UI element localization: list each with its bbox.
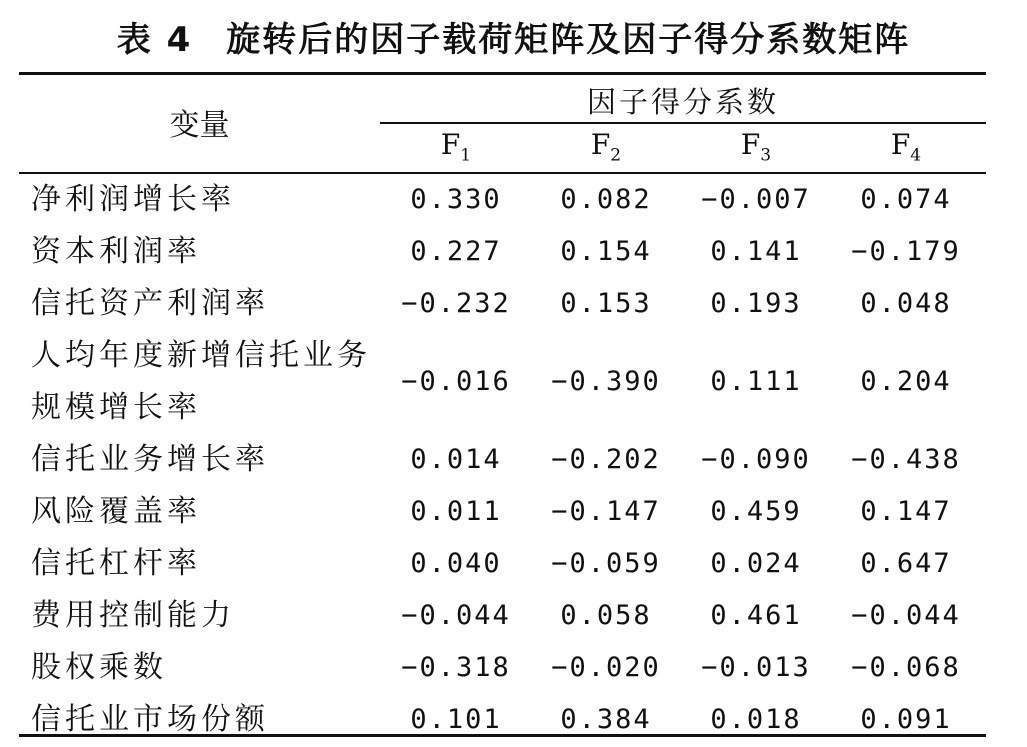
cell-f3: 0.459 [710,496,802,527]
cell-f4: 0.091 [860,704,952,735]
cell-f2: 0.058 [560,600,652,631]
table-number: 表 4 [116,20,193,60]
group-rule [380,122,986,124]
factor-header-f3: $F_3$ [740,128,772,166]
variable-header: 变量 [169,108,230,143]
cell-f4: −0.179 [851,236,961,267]
cell-f3: −0.090 [701,444,811,475]
cell-f3: 0.111 [710,366,802,397]
factor-header-f2: $F_2$ [590,128,622,166]
row-label: 股权乘数 [31,650,167,685]
cell-f2: 0.082 [560,184,652,215]
table-row [19,330,986,434]
table-row [19,694,986,746]
factor-header-f4: $F_4$ [890,128,922,166]
cell-f2: −0.059 [551,548,661,579]
row-label: 风险覆盖率 [31,494,201,529]
row-label: 费用控制能力 [31,598,235,633]
row-label: 信托杠杆率 [31,546,201,581]
cell-f3: 0.461 [710,600,802,631]
table-row [19,486,986,538]
cell-f2: −0.020 [551,652,661,683]
cell-f3: −0.013 [701,652,811,683]
cell-f1: 0.330 [410,184,502,215]
row-label: 信托业务增长率 [31,442,269,477]
table-row [19,226,986,278]
cell-f3: 0.193 [710,288,802,319]
cell-f4: −0.068 [851,652,961,683]
cell-f4: −0.044 [851,600,961,631]
cell-f1: 0.227 [410,236,502,267]
cell-f1: 0.040 [410,548,502,579]
cell-f2: −0.202 [551,444,661,475]
cell-f4: 0.048 [860,288,952,319]
cell-f2: −0.390 [551,366,661,397]
cell-f3: 0.024 [710,548,802,579]
factor-score-header: 因子得分系数 [586,85,779,119]
table-row [19,538,986,590]
cell-f1: 0.011 [410,496,502,527]
cell-f2: 0.384 [560,704,652,735]
row-label [31,330,381,434]
cell-f1: −0.044 [401,600,511,631]
row-label-line-1: 人均年度新增信托业务 [31,338,371,373]
table-title [0,12,1027,61]
row-label: 净利润增长率 [31,182,235,217]
table-row [19,174,986,226]
cell-f3: 0.141 [710,236,802,267]
cell-f4: 0.074 [860,184,952,215]
table-body [19,174,986,746]
cell-f4: 0.147 [860,496,952,527]
cell-f3: −0.007 [701,184,811,215]
cell-f2: 0.154 [560,236,652,267]
row-label: 资本利润率 [31,234,201,269]
cell-f1: 0.014 [410,444,502,475]
cell-f4: −0.438 [851,444,961,475]
top-rule [19,72,986,75]
factor-header-f1: $F_1$ [440,128,472,166]
table-row [19,642,986,694]
cell-f1: −0.016 [401,366,511,397]
cell-f1: −0.232 [401,288,511,319]
cell-f4: 0.647 [860,548,952,579]
table-row [19,590,986,642]
cell-f1: 0.101 [410,704,502,735]
row-label: 信托资产利润率 [31,286,269,321]
row-label-line-2: 规模增长率 [31,390,201,425]
table-row [19,278,986,330]
row-label: 信托业市场份额 [31,702,269,737]
cell-f2: 0.153 [560,288,652,319]
cell-f2: −0.147 [551,496,661,527]
cell-f1: −0.318 [401,652,511,683]
cell-f3: 0.018 [710,704,802,735]
cell-f4: 0.204 [860,366,952,397]
table-title-text: 旋转后的因子载荷矩阵及因子得分系数矩阵 [226,20,911,60]
table-row [19,434,986,486]
